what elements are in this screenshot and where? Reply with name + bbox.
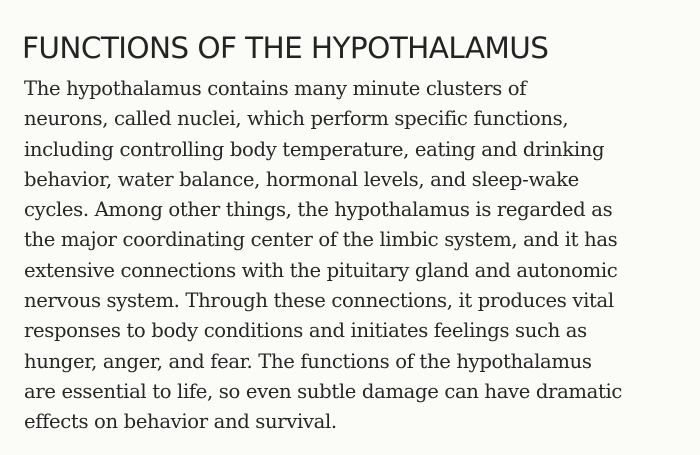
body-paragraph (24, 74, 622, 438)
paragraph-line: nervous system. Through these connections, it produces vital (24, 289, 614, 313)
paragraph-line: effects on behavior and survival. (24, 410, 337, 434)
paragraph-line: are essential to life, so even subtle damage can have dramatic (24, 379, 623, 403)
paragraph-line: hunger, anger, and fear. The functions of the hypothalamus (24, 349, 592, 373)
paragraph-line: including controlling body temperature, eating and drinking (24, 137, 605, 161)
section-heading: FUNCTIONS OF THE HYPOTHALAMUS (22, 31, 549, 65)
paragraph-line: the major coordinating center of the limbic system, and it has (24, 228, 618, 252)
paragraph-line: The hypothalamus contains many minute clusters of (24, 77, 527, 100)
paragraph-line: neurons, called nuclei, which perform specific functions, (24, 107, 569, 131)
paragraph-line: extensive connections with the pituitary gland and autonomic (24, 258, 618, 282)
paragraph-line: behavior, water balance, hormonal levels, and sleep-wake (24, 167, 579, 191)
paragraph-line: cycles. Among other things, the hypothalamus is regarded as (24, 198, 613, 222)
paragraph-line: responses to body conditions and initiates feelings such as (24, 319, 587, 343)
